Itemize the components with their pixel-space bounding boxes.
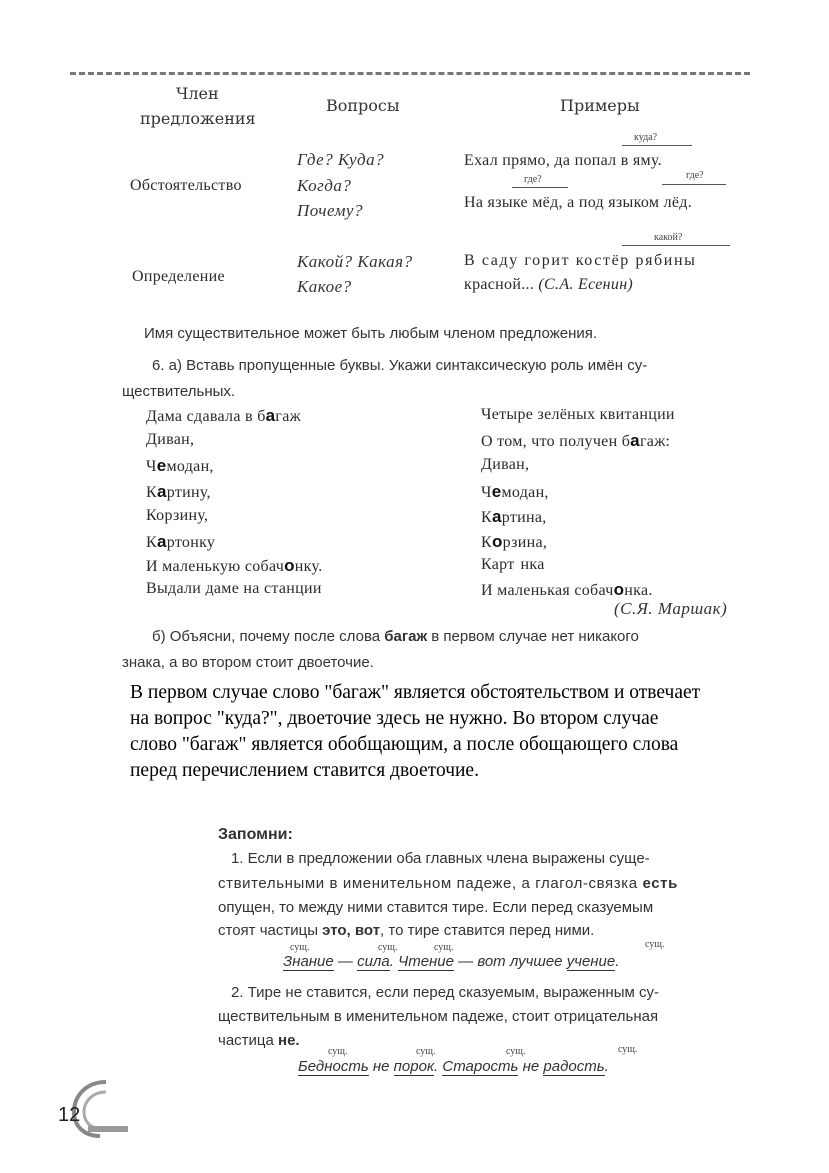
- example-sentence: красной... (С.А. Есенин): [464, 276, 634, 293]
- noun-label: сущ.: [645, 939, 665, 950]
- poem-line: Чемодан,: [481, 482, 549, 501]
- page-number: 12: [58, 1104, 81, 1126]
- rule-1-line: 1. Если в предложении оба главных члена выражены суще-: [231, 850, 650, 867]
- example-sentence: На языке мёд, а под языком лёд.: [464, 194, 693, 211]
- row-question: Где? Куда?: [297, 150, 385, 169]
- rule-2-line: 2. Тире не ставится, если перед сказуемым, выраженным су-: [231, 984, 659, 1001]
- poem-line: И маленькую собачонку.: [146, 556, 323, 575]
- noun-label: сущ.: [618, 1044, 638, 1055]
- scan-artifact-top: [70, 72, 750, 75]
- annotation-line: [512, 187, 568, 188]
- poem-line: И маленькая собачонка.: [481, 580, 653, 599]
- example-2: Бедность не порок. Старость не радость.: [298, 1058, 609, 1075]
- rule-1-line: стоят частицы это, вот, то тире ставится перед ними.: [218, 922, 595, 939]
- poem-line: Корзина,: [481, 532, 548, 551]
- poem-line: О том, что получен багаж:: [481, 431, 671, 450]
- answer-line: перед перечислением ставится двоеточие.: [130, 760, 479, 781]
- exercise-6b-task: б) Объясни, почему после слова багаж в первом случае нет никакого: [152, 628, 639, 645]
- table-header-member-2: предложения: [140, 109, 256, 128]
- rule-2-line: ществительным в именительном падеже, стоит отрицательная: [218, 1008, 659, 1025]
- poem-line: Картина,: [481, 507, 547, 526]
- row-member-adverbial: Обстоятельство: [130, 177, 242, 194]
- poem-line: Чемодан,: [146, 456, 214, 475]
- poem-line: Карт нка: [481, 556, 545, 573]
- annotation-line: [622, 245, 730, 246]
- note-text: Имя существительное может быть любым членом предложения.: [144, 325, 598, 342]
- answer-line: слово "багаж" является обобщающим, а после обощающего слова: [130, 734, 679, 755]
- annotation-question: где?: [524, 174, 542, 185]
- table-header-examples: Примеры: [560, 96, 640, 115]
- annotation-question: какой?: [654, 232, 683, 243]
- example-sentence: Ехал прямо, да попал в яму.: [464, 152, 662, 169]
- table-header-questions: Вопросы: [326, 96, 400, 115]
- poem-line: Выдали даме на станции: [146, 580, 322, 597]
- noun-label: сущ.: [506, 1046, 526, 1057]
- example-1: Знание — сила. Чтение — вот лучшее учение.: [283, 953, 620, 970]
- rule-1-line: ствительными в именительном падеже, а глагол-связка есть: [218, 875, 678, 892]
- annotation-question: где?: [686, 170, 704, 181]
- poem-author: (С.Я. Маршак): [614, 599, 728, 618]
- row-question: Когда?: [297, 176, 352, 195]
- row-member-attribute: Определение: [132, 268, 225, 285]
- table-header-member-1: Член: [176, 84, 219, 103]
- poem-line: Картонку: [146, 532, 216, 551]
- poem-line: Картину,: [146, 482, 211, 501]
- poem-line: Диван,: [481, 456, 530, 473]
- answer-line: В первом случае слово "багаж" является обстоятельством и отвечает: [130, 682, 701, 703]
- noun-label: сущ.: [378, 942, 398, 953]
- poem-line: Корзину,: [146, 507, 209, 524]
- row-question: Почему?: [297, 201, 363, 220]
- remember-title: Запомни:: [218, 826, 293, 843]
- noun-label: сущ.: [434, 942, 454, 953]
- row-question: Какое?: [297, 277, 352, 296]
- annotation-line: [622, 145, 692, 146]
- poem-line: Диван,: [146, 431, 195, 448]
- noun-label: сущ.: [328, 1046, 348, 1057]
- poem-line: Четыре зелёных квитанции: [481, 406, 675, 423]
- exercise-6b-task-cont: знака, а во втором стоит двоеточие.: [122, 654, 374, 671]
- example-sentence: В саду горит костёр рябины: [464, 252, 697, 269]
- rule-1-line: опущен, то между ними ставится тире. Если перед сказуемым: [218, 899, 654, 916]
- exercise-6a-task-cont: ществительных.: [122, 383, 236, 400]
- exercise-6a-task: 6. а) Вставь пропущенные буквы. Укажи синтаксическую роль имён су-: [152, 357, 648, 374]
- poem-line: Дама сдавала в багаж: [146, 406, 302, 425]
- noun-label: сущ.: [416, 1046, 436, 1057]
- answer-line: на вопрос "куда?", двоеточие здесь не нужно. Во втором случае: [130, 708, 659, 729]
- noun-label: сущ.: [290, 942, 310, 953]
- annotation-line: [662, 184, 726, 185]
- example-author: (С.А. Есенин): [538, 276, 634, 293]
- row-question: Какой? Какая?: [297, 252, 413, 271]
- rule-2-line: частица не.: [218, 1032, 300, 1049]
- annotation-question: куда?: [634, 132, 658, 143]
